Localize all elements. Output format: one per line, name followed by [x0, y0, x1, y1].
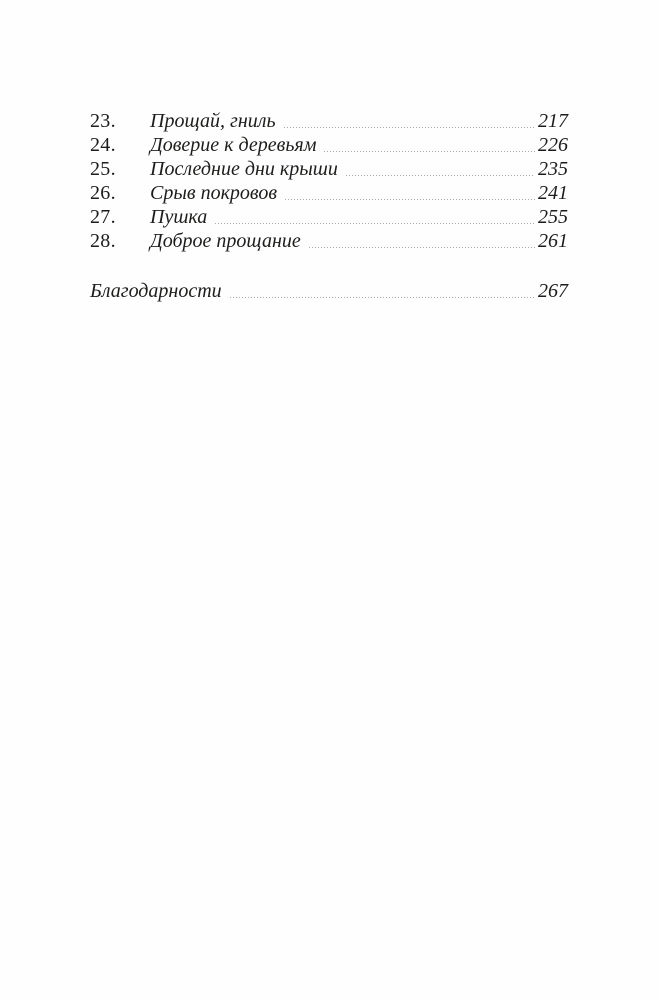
table-of-contents — [90, 109, 568, 303]
page-number: 267 — [538, 280, 568, 302]
backmatter-entry — [90, 279, 568, 303]
toc-entry — [90, 157, 568, 181]
chapter-number: 24. — [90, 134, 116, 156]
chapter-number: 28. — [90, 230, 116, 252]
backmatter-list — [90, 279, 568, 303]
chapter-title: Срыв покровов — [150, 182, 278, 204]
dot-leader — [215, 223, 535, 224]
dot-leader — [309, 247, 535, 248]
chapter-number: 27. — [90, 206, 116, 228]
page-number: 255 — [538, 206, 568, 228]
page-number: 241 — [538, 182, 568, 204]
toc-entry — [90, 205, 568, 229]
page-number: 261 — [538, 230, 568, 252]
dot-leader — [284, 127, 535, 128]
toc-entry — [90, 133, 568, 157]
chapter-title: Прощай, гниль — [150, 110, 276, 132]
chapter-title: Пушка — [150, 206, 208, 228]
dot-leader — [324, 151, 535, 152]
chapter-number: 25. — [90, 158, 116, 180]
page-number: 226 — [538, 134, 568, 156]
page-number: 217 — [538, 110, 568, 132]
page-number: 235 — [538, 158, 568, 180]
dot-leader — [230, 297, 535, 298]
toc-entry — [90, 229, 568, 253]
dot-leader — [346, 175, 535, 176]
chapter-title: Последние дни крыши — [150, 158, 338, 180]
toc-entry — [90, 109, 568, 133]
chapter-list — [90, 109, 568, 253]
chapter-number: 26. — [90, 182, 116, 204]
toc-entry — [90, 181, 568, 205]
chapter-title: Доверие к деревьям — [150, 134, 317, 156]
dot-leader — [285, 199, 535, 200]
chapter-title: Доброе прощание — [150, 230, 301, 252]
chapter-number: 23. — [90, 110, 116, 132]
section-title: Благодарности — [90, 280, 222, 302]
